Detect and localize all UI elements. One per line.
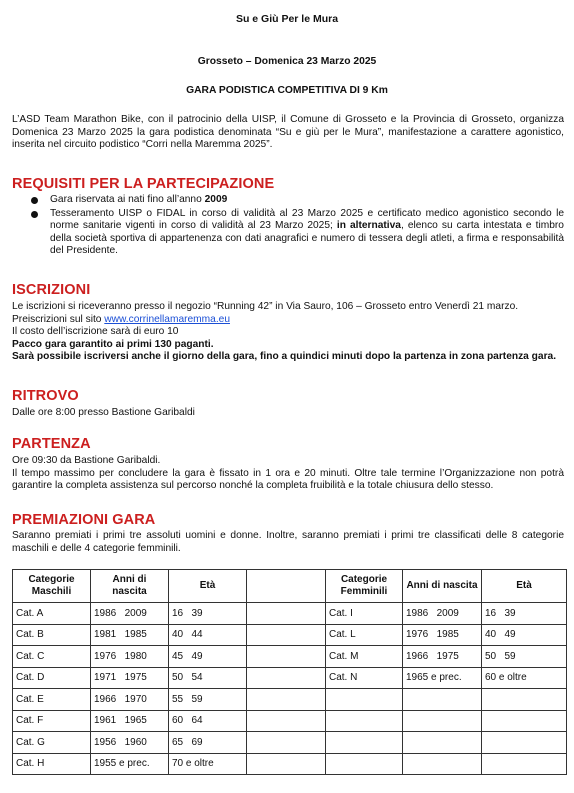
eta-m-cell: 60 64 xyxy=(169,710,247,732)
cat-f-cell xyxy=(326,710,403,732)
ritrovo-heading: RITROVO xyxy=(12,388,79,404)
cat-m-cell: Cat. E xyxy=(13,689,91,711)
anni-f-cell: 1986 2009 xyxy=(403,603,482,625)
anni-m-cell: 1966 1970 xyxy=(91,689,169,711)
list-item xyxy=(28,194,564,207)
website-link[interactable]: www.corrinellamaremma.eu xyxy=(104,313,230,325)
list-item xyxy=(28,208,564,258)
anni-f-cell: 1976 1985 xyxy=(403,624,482,646)
iscrizioni-line-1: Le iscrizioni si riceveranno presso il negozio “Running 42” in Via Sauro, 106 – Grosseto entro Venerdì 21 marzo. xyxy=(12,301,519,312)
table-body xyxy=(13,603,567,775)
spacer-cell xyxy=(247,624,326,646)
partenza-line-1: Ore 09:30 da Bastione Garibaldi. xyxy=(12,455,161,466)
cat-f-cell: Cat. M xyxy=(326,646,403,668)
place-date: Grosseto – Domenica 23 Marzo 2025 xyxy=(197,56,377,67)
table-row xyxy=(13,667,567,689)
eta-f-cell: 50 59 xyxy=(482,646,567,668)
anni-f-cell xyxy=(403,710,482,732)
iscrizioni-line-3: Il costo dell’iscrizione sarà di euro 10 xyxy=(12,326,179,338)
cat-f-cell: Cat. I xyxy=(326,603,403,625)
spacer-cell xyxy=(247,646,326,668)
anni-f-cell xyxy=(403,689,482,711)
premiazioni-text: Saranno premiati i primi tre assoluti uomini e donne. Inoltre, saranno premiati i primi tre classificati delle 8 categorie maschili e delle 4 categorie femminili. xyxy=(12,530,564,554)
anni-f-cell: 1966 1975 xyxy=(403,646,482,668)
table-row xyxy=(13,646,567,668)
anni-m-cell: 1981 1985 xyxy=(91,624,169,646)
requisiti-list xyxy=(28,194,564,258)
header-spacer xyxy=(247,570,326,603)
spacer-cell xyxy=(247,710,326,732)
cat-m-cell: Cat. C xyxy=(13,646,91,668)
cat-f-cell xyxy=(326,689,403,711)
table-row xyxy=(13,624,567,646)
table-row xyxy=(13,753,567,775)
table-row xyxy=(13,603,567,625)
bullet-icon xyxy=(31,211,38,218)
requisito-2-text: Tesseramento UISP o FIDAL in corso di validità al 23 Marzo 2025 e certificato medico agonistico secondo le norme sanitarie vigenti in corso di validità al 23 Marzo 2025; xyxy=(50,207,564,232)
anni-m-cell: 1961 1965 xyxy=(91,710,169,732)
anni-m-cell: 1976 1980 xyxy=(91,646,169,668)
requisito-1-year: 2009 xyxy=(204,194,228,205)
spacer-cell xyxy=(247,753,326,775)
bullet-icon xyxy=(31,197,38,204)
premiazioni-heading: PREMIAZIONI GARA xyxy=(12,512,156,528)
anni-f-cell xyxy=(403,732,482,754)
preiscrizioni-label: Preiscrizioni sul sito xyxy=(12,313,102,325)
header-cat-f: Categorie Femminili xyxy=(326,570,403,603)
requisito-2-rest: , elenco su carta intestata e timbro della società sportiva di appartenenza con dati anagrafici e numero di tessera degli atleti, a firma e responsabilità del Presidente. xyxy=(50,220,564,257)
requisito-1-text: Gara riservata ai nati fino all’anno xyxy=(50,194,202,205)
requisito-2-bold: in alternativa xyxy=(336,220,401,232)
eta-m-cell: 45 49 xyxy=(169,646,247,668)
header-eta-f: Età xyxy=(482,570,567,603)
eta-f-cell xyxy=(482,753,567,775)
eta-m-cell: 55 59 xyxy=(169,689,247,711)
intro-paragraph: L’ASD Team Marathon Bike, con il patrocinio della UISP, il Comune di Grosseto e la Provincia di Grosseto, organizza Domenica 23 Marzo 2025 la gara podistica denominata “Su e giù per le Mura”, manifestazione a carattere agonistico, inserita nel circuito podistico “Corri nella Maremma 2025”. xyxy=(12,114,564,151)
eta-m-cell: 70 e oltre xyxy=(169,753,247,775)
anni-f-cell: 1965 e prec. xyxy=(403,667,482,689)
header-cat-m: Categorie Maschili xyxy=(13,570,91,603)
iscrizioni-line-5: Sarà possibile iscriversi anche il giorno della gara, fino a quindici minuti dopo la partenza in zona partenza gara. xyxy=(12,351,557,363)
eta-m-cell: 65 69 xyxy=(169,732,247,754)
anni-m-cell: 1956 1960 xyxy=(91,732,169,754)
eta-m-cell: 40 44 xyxy=(169,624,247,646)
partenza-line-2: Il tempo massimo per concludere la gara è fissato in 1 ora e 20 minuti. Oltre tale termine l’Organizzazione non potrà garantire la completa assistenza sul percorso nonché la completa fruibilità e la totale chiusura dello stesso. xyxy=(12,467,564,492)
cat-m-cell: Cat. B xyxy=(13,624,91,646)
header-eta-m: Età xyxy=(169,570,247,603)
iscrizioni-block xyxy=(12,301,564,364)
partenza-block xyxy=(12,455,564,493)
race-title: GARA PODISTICA COMPETITIVA DI 9 Km xyxy=(186,85,388,96)
iscrizioni-line-4: Pacco gara garantito ai primi 130 paganti. xyxy=(12,338,214,350)
cat-f-cell: Cat. N xyxy=(326,667,403,689)
spacer-cell xyxy=(247,667,326,689)
eta-f-cell: 16 39 xyxy=(482,603,567,625)
ritrovo-text: Dalle ore 8:00 presso Bastione Garibaldi xyxy=(12,407,195,418)
header-anni-m: Anni di nascita xyxy=(91,570,169,603)
iscrizioni-line-2 xyxy=(12,314,564,327)
eta-f-cell xyxy=(482,732,567,754)
cat-m-cell: Cat. G xyxy=(13,732,91,754)
cat-f-cell xyxy=(326,732,403,754)
cat-f-cell: Cat. L xyxy=(326,624,403,646)
table-row xyxy=(13,732,567,754)
table-header-row xyxy=(13,570,567,603)
anni-f-cell xyxy=(403,753,482,775)
cat-m-cell: Cat. H xyxy=(13,753,91,775)
eta-m-cell: 50 54 xyxy=(169,667,247,689)
eta-f-cell: 60 e oltre xyxy=(482,667,567,689)
categories-table xyxy=(12,569,567,775)
header-anni-f: Anni di nascita xyxy=(403,570,482,603)
eta-m-cell: 16 39 xyxy=(169,603,247,625)
anni-m-cell: 1986 2009 xyxy=(91,603,169,625)
cat-f-cell xyxy=(326,753,403,775)
spacer-cell xyxy=(247,689,326,711)
eta-f-cell xyxy=(482,689,567,711)
cat-m-cell: Cat. F xyxy=(13,710,91,732)
partenza-heading: PARTENZA xyxy=(12,436,91,452)
iscrizioni-heading: ISCRIZIONI xyxy=(12,282,91,298)
table-row xyxy=(13,689,567,711)
requisiti-heading: REQUISITI PER LA PARTECIPAZIONE xyxy=(12,176,275,192)
cat-m-cell: Cat. D xyxy=(13,667,91,689)
cat-m-cell: Cat. A xyxy=(13,603,91,625)
anni-m-cell: 1971 1975 xyxy=(91,667,169,689)
spacer-cell xyxy=(247,732,326,754)
table-row xyxy=(13,710,567,732)
anni-m-cell: 1955 e prec. xyxy=(91,753,169,775)
eta-f-cell xyxy=(482,710,567,732)
document-title: Su e Giù Per le Mura xyxy=(235,13,339,25)
spacer-cell xyxy=(247,603,326,625)
eta-f-cell: 40 49 xyxy=(482,624,567,646)
